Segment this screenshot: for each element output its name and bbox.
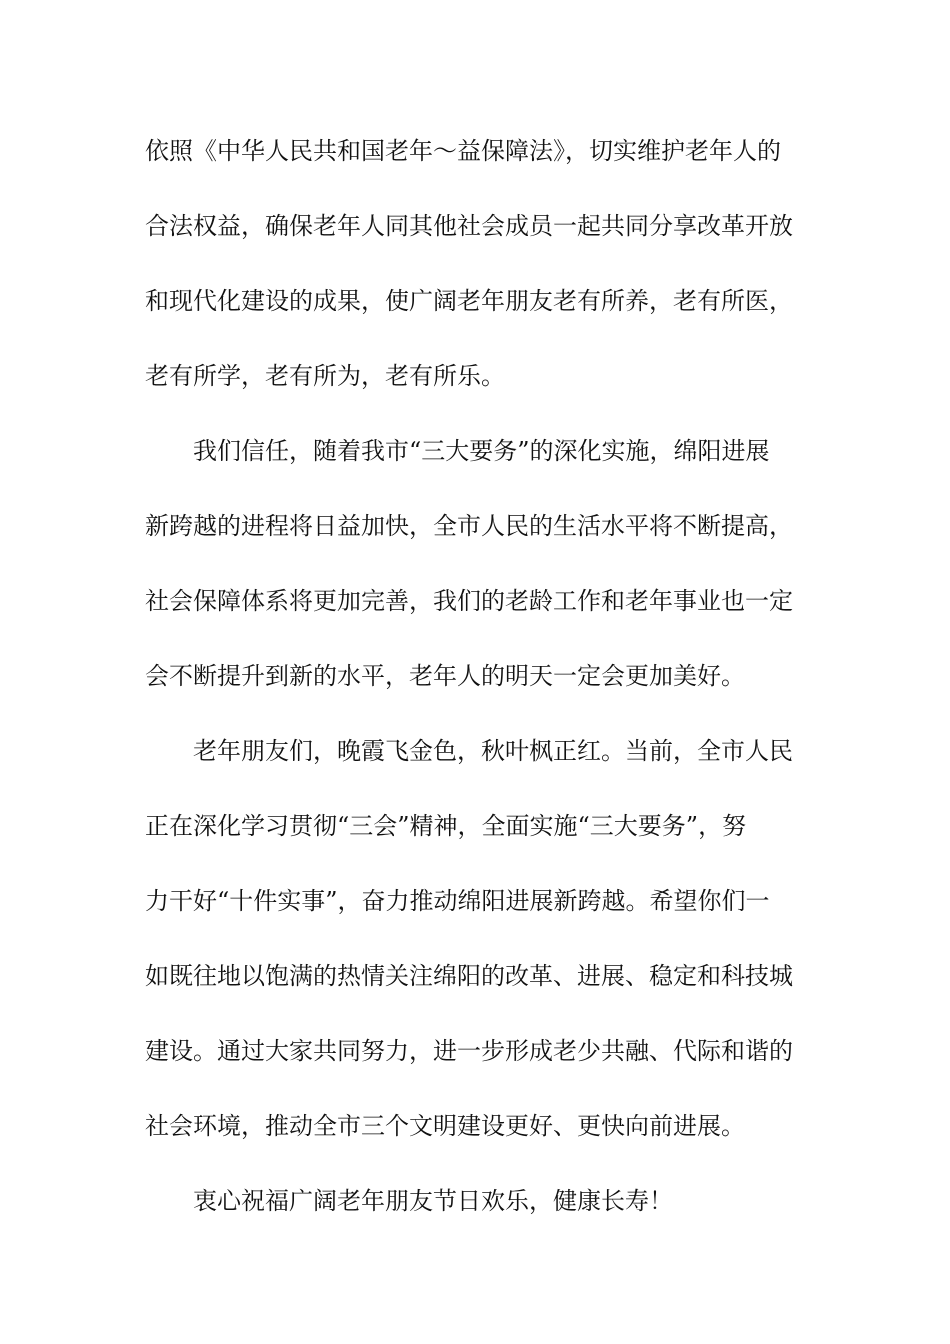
text-line: 如既往地以饱满的热情关注绵阳的改革、进展、稳定和科技城	[145, 962, 793, 990]
text-line: 老有所学，老有所为，老有所乐。	[145, 362, 505, 390]
text-line: 社会保障体系将更加完善，我们的老龄工作和老年事业也一定	[145, 587, 793, 615]
text-line: 新跨越的进程将日益加快，全市人民的生活水平将不断提高，	[145, 512, 793, 540]
paragraph-first-line: 老年朋友们，晚霞飞金色，秋叶枫正红。当前，全市人民	[193, 737, 793, 765]
text-line: 社会环境，推动全市三个文明建设更好、更快向前进展。	[145, 1112, 745, 1140]
closing-line: 衷心祝福广阔老年朋友节日欢乐，健康长寿！	[193, 1187, 673, 1215]
paragraph-first-line: 我们信任，随着我市“三大要务”的深化实施，绵阳进展	[193, 437, 770, 465]
text-line: 和现代化建设的成果，使广阔老年朋友老有所养，老有所医，	[145, 287, 793, 315]
text-line: 力干好“十件实事”，奋力推动绵阳进展新跨越。希望你们一	[145, 887, 770, 915]
text-line: 依照《中华人民共和国老年～益保障法》，切实维护老年人的	[145, 137, 781, 165]
text-line: 建设。通过大家共同努力，进一步形成老少共融、代际和谐的	[145, 1037, 793, 1065]
text-line: 正在深化学习贯彻“三会”精神，全面实施“三大要务”，努	[145, 812, 747, 840]
text-line: 会不断提升到新的水平，老年人的明天一定会更加美好。	[145, 662, 745, 690]
text-line: 合法权益，确保老年人同其他社会成员一起共同分享改革开放	[145, 212, 793, 240]
